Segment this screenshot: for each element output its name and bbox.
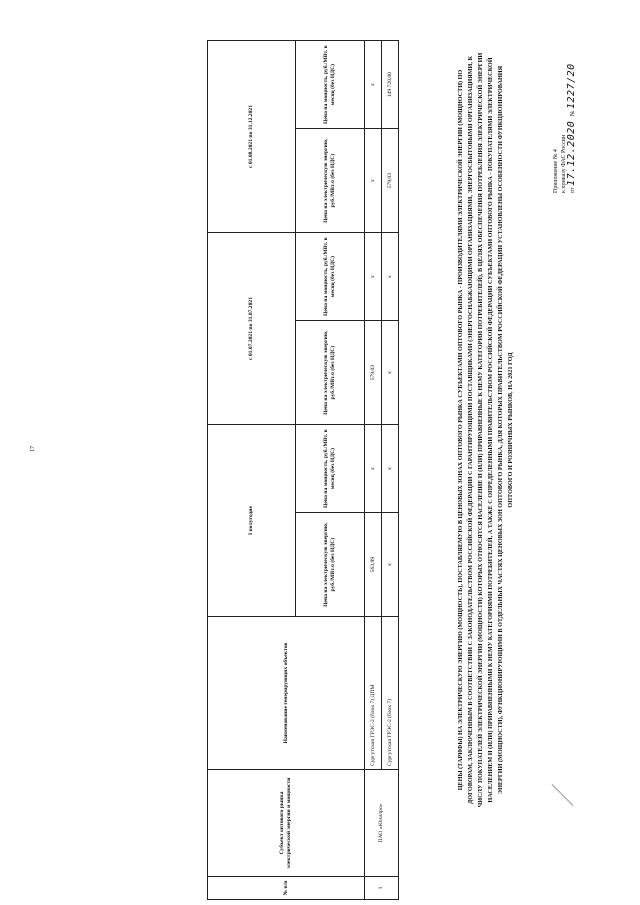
header-period-2: с 01.07.2021 по 31.07.2021 <box>208 233 296 425</box>
handwritten-date: 17.12.2020 <box>566 120 577 186</box>
row-object-name: Сургутская ГРЭС-2 (блок 7) ДПМ <box>365 617 382 770</box>
document-heading: ЦЕНЫ (ТАРИФЫ) НА ЭЛЕКТРИЧЕСКУЮ ЭНЕРГИЮ (МОЩНОСТЬ), ПОСТАВЛЯЕМУЮ В ЦЕНОВЫХ ЗОНАХ ОПТОВОГО РЫНКА СУБЪЕКТАМИ ОПТОВОГО РЫНКА - ПРОИЗВОДИТЕЛЯМИ ЭЛЕКТРИЧЕСКОЙ ЭНЕРГИИ (МОЩНОСТИ) ПО ДОГОВОРАМ, ЗАКЛЮЧЕННЫМ В СООТВЕТСТВИИ С ЗАКОНОДАТЕЛЬСТВОМ РОССИЙСКОЙ ФЕДЕРАЦИИ С ГАРАНТИРУЮЩИМИ ПОСТАВЩИКАМИ (ЭНЕРГОСНАБЖАЮЩИМИ ОРГАНИЗАЦИЯМИ, ЭНЕРГОСБЫТОВЫМИ ОРГАНИЗАЦИЯМИ, К ЧИСЛУ ПОКУПАТЕЛЕЙ ЭЛЕКТРИЧЕСКОЙ ЭНЕРГИИ (МОЩНОСТИ) КОТОРЫХ ОТНОСЯТСЯ НАСЕЛЕНИЕ И (ИЛИ) ПРИРАВНЕННЫЕ К НЕМУ КАТЕГОРИИ ПОТРЕБИТЕЛЕЙ), В ЦЕЛЯХ ОБЕСПЕЧЕНИЯ ПОТРЕБЛЕНИЯ ЭЛЕКТРИЧЕСКОЙ ЭНЕРГИИ НАСЕЛЕНИЕМ И (ИЛИ) ПРИРАВНЕННЫМИ К НЕМУ КАТЕГОРИЯМИ ПОТРЕБИТЕЛЕЙ, А ТАКЖЕ С ОПРЕДЕЛЕННЫМИ ПРАВИТЕЛЬСТВОМ РОССИЙСКОЙ ФЕДЕРАЦИИ СУБЪЕКТАМИ ОПТОВОГО РЫНКА - ПОКУПАТЕЛЯМИ ЭЛЕКТРИЧЕСКОЙ ЭНЕРГИИ (МОЩНОСТИ), ФУНКЦИОНИРУЮЩИМИ В ОТДЕЛЬНЫХ ЧАСТЯХ ЦЕНОВЫХ ЗОН ОПТОВОГО РЫНКА, ДЛЯ КОТОРЫХ ПРАВИТЕЛЬСТВОМ РОССИЙСКОЙ ФЕДЕРАЦИИ УСТАНОВЛЕНЫ ОСОБЕННОСТИ ФУНКЦИОНИРОВАНИЯ ОПТОВОГО И РОЗНИЧНЫХ РЫНКОВ, НА 2021 ГОД <box>457 52 514 808</box>
header-period-1: I полугодие <box>208 425 296 617</box>
header-power-price: Цена на мощность, руб./МВт. в месяц (без НДС) <box>296 233 365 321</box>
cell-value: 579,03 <box>382 129 399 233</box>
cell-value: х <box>365 41 382 129</box>
handwritten-number: 1227/20 <box>566 63 577 109</box>
header-power-price: Цена на мощность, руб./МВт. в месяц (без НДС) <box>296 41 365 129</box>
appendix-block <box>552 33 577 193</box>
cell-value: х <box>365 233 382 321</box>
row-number: 1 <box>365 877 399 900</box>
cell-value: 579,03 <box>365 321 382 425</box>
cell-value: х <box>382 425 399 513</box>
table-row <box>365 41 382 900</box>
header-energy-price: Цена на электрическую энергию, руб./МВт.ч (без НДС) <box>296 129 365 233</box>
row-subject: ПАО «Юнипро» <box>365 770 399 877</box>
header-energy-price: Цена на электрическую энергию, руб./МВт.ч (без НДС) <box>296 513 365 617</box>
header-power-price: Цена на мощность, руб./МВт. в месяц (без НДС) <box>296 425 365 513</box>
pen-stroke-mark <box>552 784 574 806</box>
appendix-title: Приложение № 4 <box>553 149 559 193</box>
header-period-3: с 01.08.2021 по 31.12.2021 <box>208 41 296 233</box>
date-prefix: от <box>570 187 576 193</box>
header-subject: Субъект оптового рынка электрической энергии и мощности <box>208 770 365 877</box>
header-object: Наименование генерирующих объектов <box>208 617 365 770</box>
price-table <box>207 40 399 900</box>
appendix-date-line <box>568 33 577 193</box>
header-number: № п/п <box>208 877 365 900</box>
table-header-row <box>208 41 296 900</box>
header-energy-price: Цена на электрическую энергию, руб./МВт.ч (без НДС) <box>296 321 365 425</box>
cell-value: 149 720,00 <box>382 41 399 129</box>
cell-value: х <box>382 513 399 617</box>
number-prefix: № <box>570 110 576 117</box>
cell-value: х <box>365 425 382 513</box>
page-number: 17 <box>30 446 36 452</box>
cell-value: 563,99 <box>365 513 382 617</box>
row-object-name: Сургутская ГРЭС-2 (блок 7) <box>382 617 399 770</box>
cell-value: х <box>365 129 382 233</box>
appendix-order: к приказу ФАС России <box>561 134 567 193</box>
cell-value: х <box>382 321 399 425</box>
cell-value: х <box>382 233 399 321</box>
